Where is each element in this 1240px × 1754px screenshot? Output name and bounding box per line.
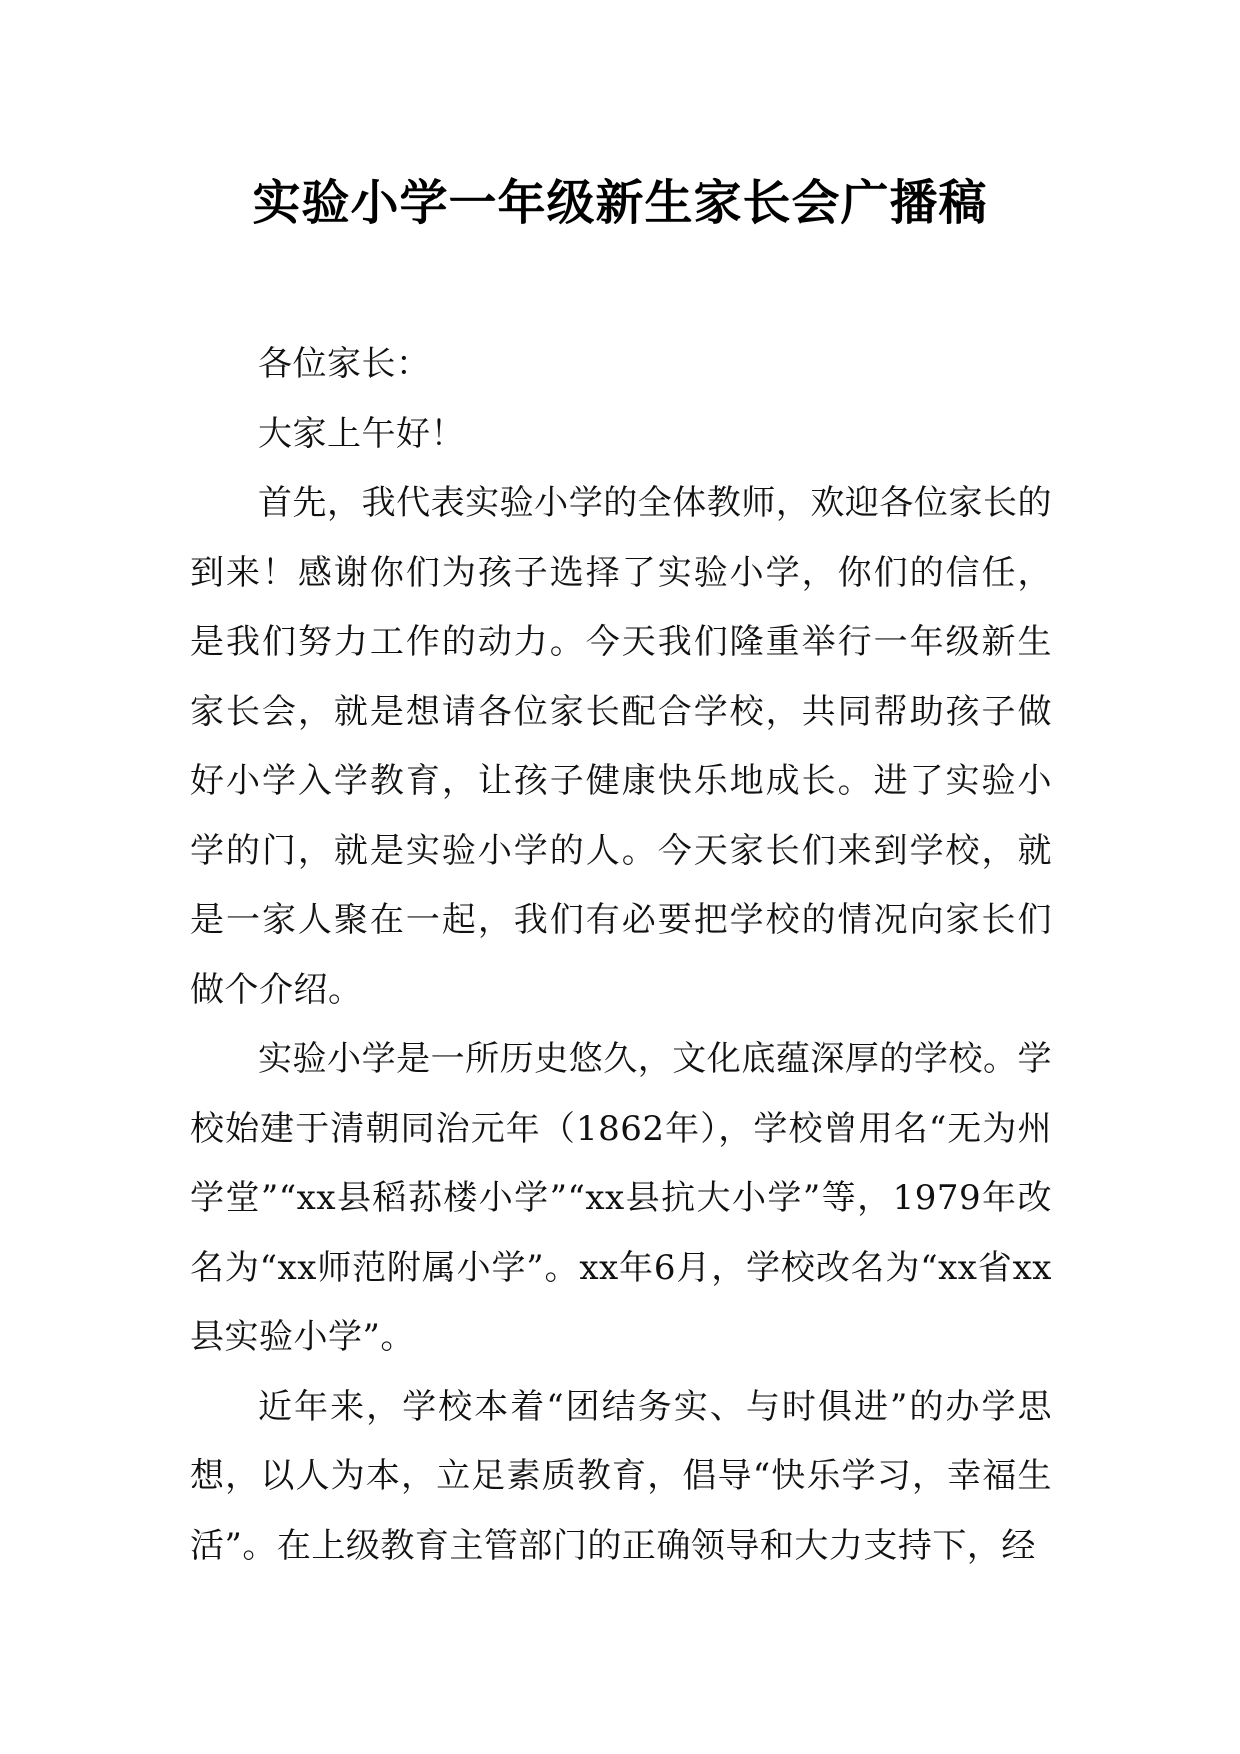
salutation: 各位家长： [258, 344, 431, 384]
greeting: 大家上午好！ [258, 413, 465, 454]
document-title: 实验小学一年级新生家长会广播稿 [252, 175, 988, 231]
document-body [190, 330, 1052, 1581]
paragraph-school-history: 实验小学是一所历史悠久，文化底蕴深厚的学校。学校始建于清朝同治元年（1862年），学校曾用名“无为州学堂”“xx县稻荪楼小学”“xx县抗大小学”等，1979年改名为“xx师范附属小学”。xx年6月，学校改名为“xx省xx县实验小学”。 [190, 1039, 1052, 1357]
paragraph-welcome: 首先，我代表实验小学的全体教师，欢迎各位家长的到来！感谢你们为孩子选择了实验小学，你们的信任，是我们努力工作的动力。今天我们隆重举行一年级新生家长会，就是想请各位家长配合学校，共同帮助孩子做好小学入学教育，让孩子健康快乐地成长。进了实验小学的门，就是实验小学的人。今天家长们来到学校，就是一家人聚在一起，我们有必要把学校的情况向家长们做个介绍。 [190, 483, 1052, 1010]
paragraph-recent-years: 近年来，学校本着“团结务实、与时俱进”的办学思想，以人为本，立足素质教育，倡导“快乐学习，幸福生活”。在上级教育主管部门的正确领导和大力支持下，经 [190, 1386, 1052, 1566]
